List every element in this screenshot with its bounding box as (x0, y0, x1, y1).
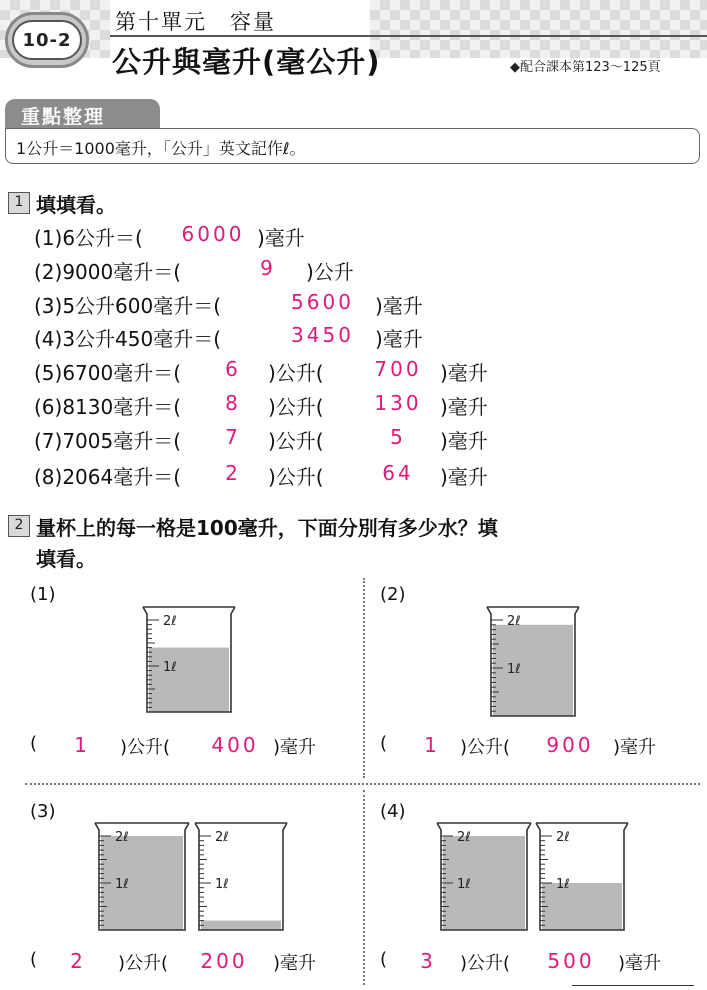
question-1-item (34, 222, 694, 252)
answer-value: 5600 (291, 290, 354, 314)
scale-label: 1ℓ (457, 877, 471, 892)
vertical-divider-bottom (363, 790, 365, 985)
scale-label: 1ℓ (556, 877, 570, 892)
answer-value: 6000 (181, 222, 245, 246)
item-label: (3)5公升600毫升＝( (34, 294, 222, 318)
measuring-cup (94, 822, 190, 938)
scale-label: 2ℓ (163, 614, 177, 629)
question-1-item (34, 357, 694, 387)
answer-value-2: 130 (374, 391, 422, 415)
answer-value-2: 64 (382, 461, 414, 485)
item-label: (1)6公升＝( (34, 226, 143, 250)
item-unit-text-2: )毫升 (440, 395, 488, 419)
answer-milliliters: 500 (547, 949, 595, 973)
answer-liters: 3 (420, 949, 436, 973)
measuring-cup (486, 606, 580, 724)
horizontal-divider (25, 783, 700, 785)
key-points-text: 1公升＝1000毫升，「公升」英文記作ℓ。 (16, 139, 306, 158)
answer-value: 3450 (291, 323, 354, 347)
question-2-prompt-line2: 填看。 (36, 547, 96, 571)
item-label: (5)6700毫升＝( (34, 361, 182, 385)
part-answer-line (30, 949, 350, 975)
answer-liters: 1 (74, 733, 90, 757)
item-unit-text: )公升 (306, 260, 354, 284)
measuring-cup (436, 822, 532, 938)
key-points-box (5, 128, 700, 164)
question-1-item (34, 290, 694, 320)
scale-label: 1ℓ (163, 660, 177, 675)
milliliter-unit-text: )毫升 (618, 953, 662, 974)
scale-label: 2ℓ (457, 830, 471, 845)
question-2-prompt-line1: 量杯上的每一格是100毫升，下面分別有多少水？填 (36, 516, 498, 540)
water-fill (201, 921, 281, 930)
item-unit-text: )公升( (268, 395, 324, 419)
answer-milliliters: 400 (211, 733, 259, 757)
key-points-tab: 重點整理 (5, 99, 160, 129)
item-unit-text: )公升( (268, 429, 324, 453)
item-unit-text: )毫升 (257, 226, 305, 250)
part-label: (1) (30, 584, 56, 605)
open-paren: ( (380, 949, 388, 970)
answer-milliliters: 200 (200, 949, 248, 973)
part-label: (2) (380, 584, 406, 605)
water-fill (542, 883, 622, 930)
answer-value: 7 (225, 425, 241, 449)
scale-label: 1ℓ (507, 662, 521, 677)
item-label: (2)9000毫升＝( (34, 260, 182, 284)
milliliter-unit-text: )毫升 (613, 737, 657, 758)
question-1-item (34, 323, 694, 353)
lesson-badge (5, 12, 89, 68)
item-unit-text: )公升( (268, 361, 324, 385)
water-fill (149, 648, 229, 712)
scale-label: 2ℓ (556, 830, 570, 845)
liter-unit-text: )公升( (460, 737, 511, 758)
answer-liters: 1 (424, 733, 440, 757)
item-unit-text-2: )毫升 (440, 361, 488, 385)
header-divider (110, 35, 707, 37)
open-paren: ( (30, 949, 38, 970)
liter-unit-text: )公升( (460, 953, 511, 974)
textbook-page-reference: ◆配合課本第123～125頁 (510, 60, 661, 75)
measuring-cup (194, 822, 288, 938)
answer-milliliters: 900 (546, 733, 594, 757)
liter-unit-text: )公升( (118, 953, 169, 974)
lesson-title: 公升與毫升(毫公升) (112, 45, 381, 79)
part-answer-line (30, 733, 350, 759)
answer-value-2: 700 (374, 357, 422, 381)
milliliter-unit-text: )毫升 (273, 953, 317, 974)
scale-label: 1ℓ (115, 877, 129, 892)
part-answer-line (380, 733, 700, 759)
water-fill (493, 625, 573, 716)
question-1-item (34, 256, 694, 286)
item-unit-text: )公升( (268, 465, 324, 489)
answer-value-2: 5 (390, 425, 406, 449)
item-unit-text: )毫升 (375, 294, 423, 318)
scale-label: 2ℓ (507, 614, 521, 629)
lesson-badge-number: 10-2 (12, 20, 82, 60)
question-1-prompt: 填填看。 (36, 193, 116, 217)
answer-value: 2 (225, 461, 241, 485)
part-answer-line (380, 949, 700, 975)
measuring-cup (142, 606, 236, 720)
footer-rule (572, 985, 694, 986)
cup-outline (195, 823, 287, 930)
open-paren: ( (380, 733, 388, 754)
question-2-number: 2 (8, 515, 30, 537)
scale-label: 2ℓ (115, 830, 129, 845)
question-1-number: 1 (8, 192, 30, 214)
item-unit-text: )毫升 (375, 327, 423, 351)
measuring-cup (535, 822, 629, 938)
part-label: (4) (380, 801, 406, 822)
water-fill (101, 836, 183, 930)
question-1-item (34, 461, 694, 491)
question-1-item (34, 425, 694, 455)
unit-title: 第十單元 容量 (115, 10, 276, 34)
milliliter-unit-text: )毫升 (273, 737, 317, 758)
header-pattern-right (370, 0, 707, 58)
liter-unit-text: )公升( (120, 737, 171, 758)
scale-label: 1ℓ (215, 877, 229, 892)
item-unit-text-2: )毫升 (440, 429, 488, 453)
water-fill (443, 836, 525, 930)
item-label: (4)3公升450毫升＝( (34, 327, 222, 351)
vertical-divider-top (363, 578, 365, 778)
item-unit-text-2: )毫升 (440, 465, 488, 489)
question-1-item (34, 391, 694, 421)
scale-label: 2ℓ (215, 830, 229, 845)
answer-value: 6 (225, 357, 241, 381)
answer-value: 8 (225, 391, 241, 415)
item-label: (6)8130毫升＝( (34, 395, 182, 419)
item-label: (8)2064毫升＝( (34, 465, 182, 489)
open-paren: ( (30, 733, 38, 754)
item-label: (7)7005毫升＝( (34, 429, 182, 453)
answer-value: 9 (260, 256, 276, 280)
part-label: (3) (30, 801, 56, 822)
answer-liters: 2 (70, 949, 86, 973)
